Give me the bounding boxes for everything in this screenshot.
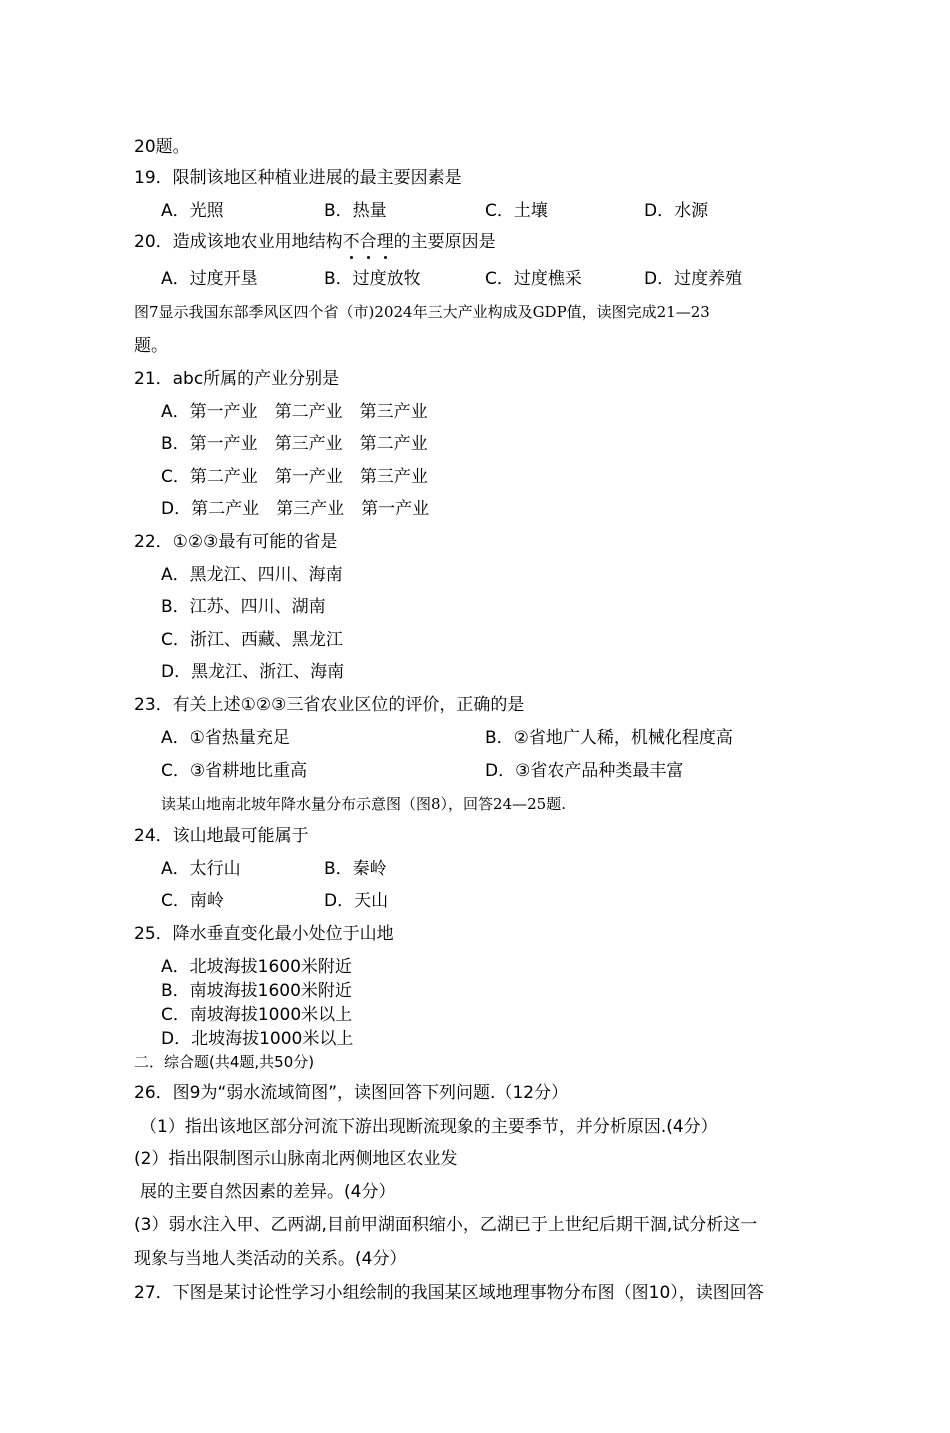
- q20-stem-pre: 20．造成该地农业用地结构: [134, 232, 343, 252]
- q19-option-c: C．土壤: [485, 201, 548, 221]
- q19-option-a: A．光照: [161, 201, 224, 221]
- q26-part-2-line1: (2）指出限制图示山脉南北两侧地区农业发: [134, 1149, 458, 1169]
- q22-option-c: C．浙江、西藏、黑龙江: [161, 630, 343, 650]
- q25-option-a: A．北坡海拔1600米附近: [161, 957, 352, 977]
- q20-stem-post: 的主要原因是: [393, 232, 496, 252]
- q20-emphasis-char-3: 理: [376, 232, 394, 252]
- q24-option-c: C．南岭: [161, 891, 224, 911]
- section-2-heading: 二．综合题(共4题,共50分): [134, 1053, 315, 1071]
- q24-stem: 24．该山地最可能属于: [134, 826, 309, 846]
- q20-emphasis-char-1: 不: [342, 232, 360, 252]
- q19-option-b: B．热量: [324, 201, 387, 221]
- q20-option-d: D．过度养殖: [644, 269, 743, 289]
- q20-option-b: B．过度放牧: [324, 269, 421, 289]
- q27-stem: 27．下图是某讨论性学习小组绘制的我国某区域地理事物分布图（图10），读图回答: [134, 1283, 764, 1303]
- q22-stem: 22．①②③最有可能的省是: [134, 532, 338, 552]
- q22-option-a: A．黑龙江、四川、海南: [161, 565, 343, 585]
- q23-stem: 23．有关上述①②③三省农业区位的评价，正确的是: [134, 695, 525, 715]
- q26-stem: 26．图9为“弱水流域简图”，读图回答下列问题.（12分）: [134, 1083, 569, 1103]
- q20-emphasis-char-2: 合: [359, 232, 377, 252]
- q19-stem: 19．限制该地区种植业进展的最主要因素是: [134, 168, 462, 188]
- q25-option-c: C．南坡海拔1000米以上: [161, 1005, 353, 1025]
- q22-option-d: D．黑龙江、浙江、海南: [161, 662, 345, 682]
- intro-21-23-line1: 图7显示我国东部季风区四个省（市)2024年三大产业构成及GDP值，读图完成21—23: [134, 303, 710, 321]
- q24-option-a: A．太行山: [161, 859, 241, 879]
- q26-part-2-line2: 展的主要自然因素的差异。(4分）: [140, 1182, 396, 1202]
- q24-option-b: B．秦岭: [324, 859, 387, 879]
- q21-option-d: D．第二产业 第三产业 第一产业: [161, 499, 430, 519]
- q26-part-1: （1）指出该地区部分河流下游出现断流现象的主要季节，并分析原因.(4分）: [140, 1117, 718, 1137]
- q23-option-b: B．②省地广人稀，机械化程度高: [485, 728, 733, 748]
- q19-option-d: D．水源: [644, 201, 709, 221]
- q25-option-b: B．南坡海拔1600米附近: [161, 981, 352, 1001]
- q25-stem: 25．降水垂直变化最小处位于山地: [134, 924, 394, 944]
- q23-option-c: C．③省耕地比重高: [161, 761, 308, 781]
- q21-option-a: A．第一产业 第二产业 第三产业: [161, 402, 428, 422]
- q26-part-3-line2: 现象与当地人类活动的关系。(4分）: [134, 1249, 407, 1269]
- q25-option-d: D．北坡海拔1000米以上: [161, 1029, 354, 1049]
- q23-option-d: D．③省农产品种类最丰富: [485, 761, 684, 781]
- q21-stem: 21．abc所属的产业分别是: [134, 369, 340, 389]
- q20-option-c: C．过度樵采: [485, 269, 582, 289]
- q21-option-b: B．第一产业 第三产业 第二产业: [161, 434, 428, 454]
- q22-option-b: B．江苏、四川、湖南: [161, 597, 326, 617]
- q26-part-3-line1: (3）弱水注入甲、乙两湖,目前甲湖面积缩小，乙湖已于上世纪后期干涸,试分析这一: [134, 1215, 758, 1235]
- q20-stem: [134, 231, 496, 253]
- intro-24-25: 读某山地南北坡年降水量分布示意图（图8），回答24—25题.: [161, 795, 566, 813]
- q21-option-c: C．第二产业 第一产业 第三产业: [161, 467, 428, 487]
- q23-option-a: A．①省热量充足: [161, 728, 290, 748]
- q18-tail: 20题。: [134, 137, 190, 157]
- q20-option-a: A．过度开垦: [161, 269, 258, 289]
- q24-option-d: D．天山: [324, 891, 389, 911]
- intro-21-23-line2: 题。: [134, 336, 168, 356]
